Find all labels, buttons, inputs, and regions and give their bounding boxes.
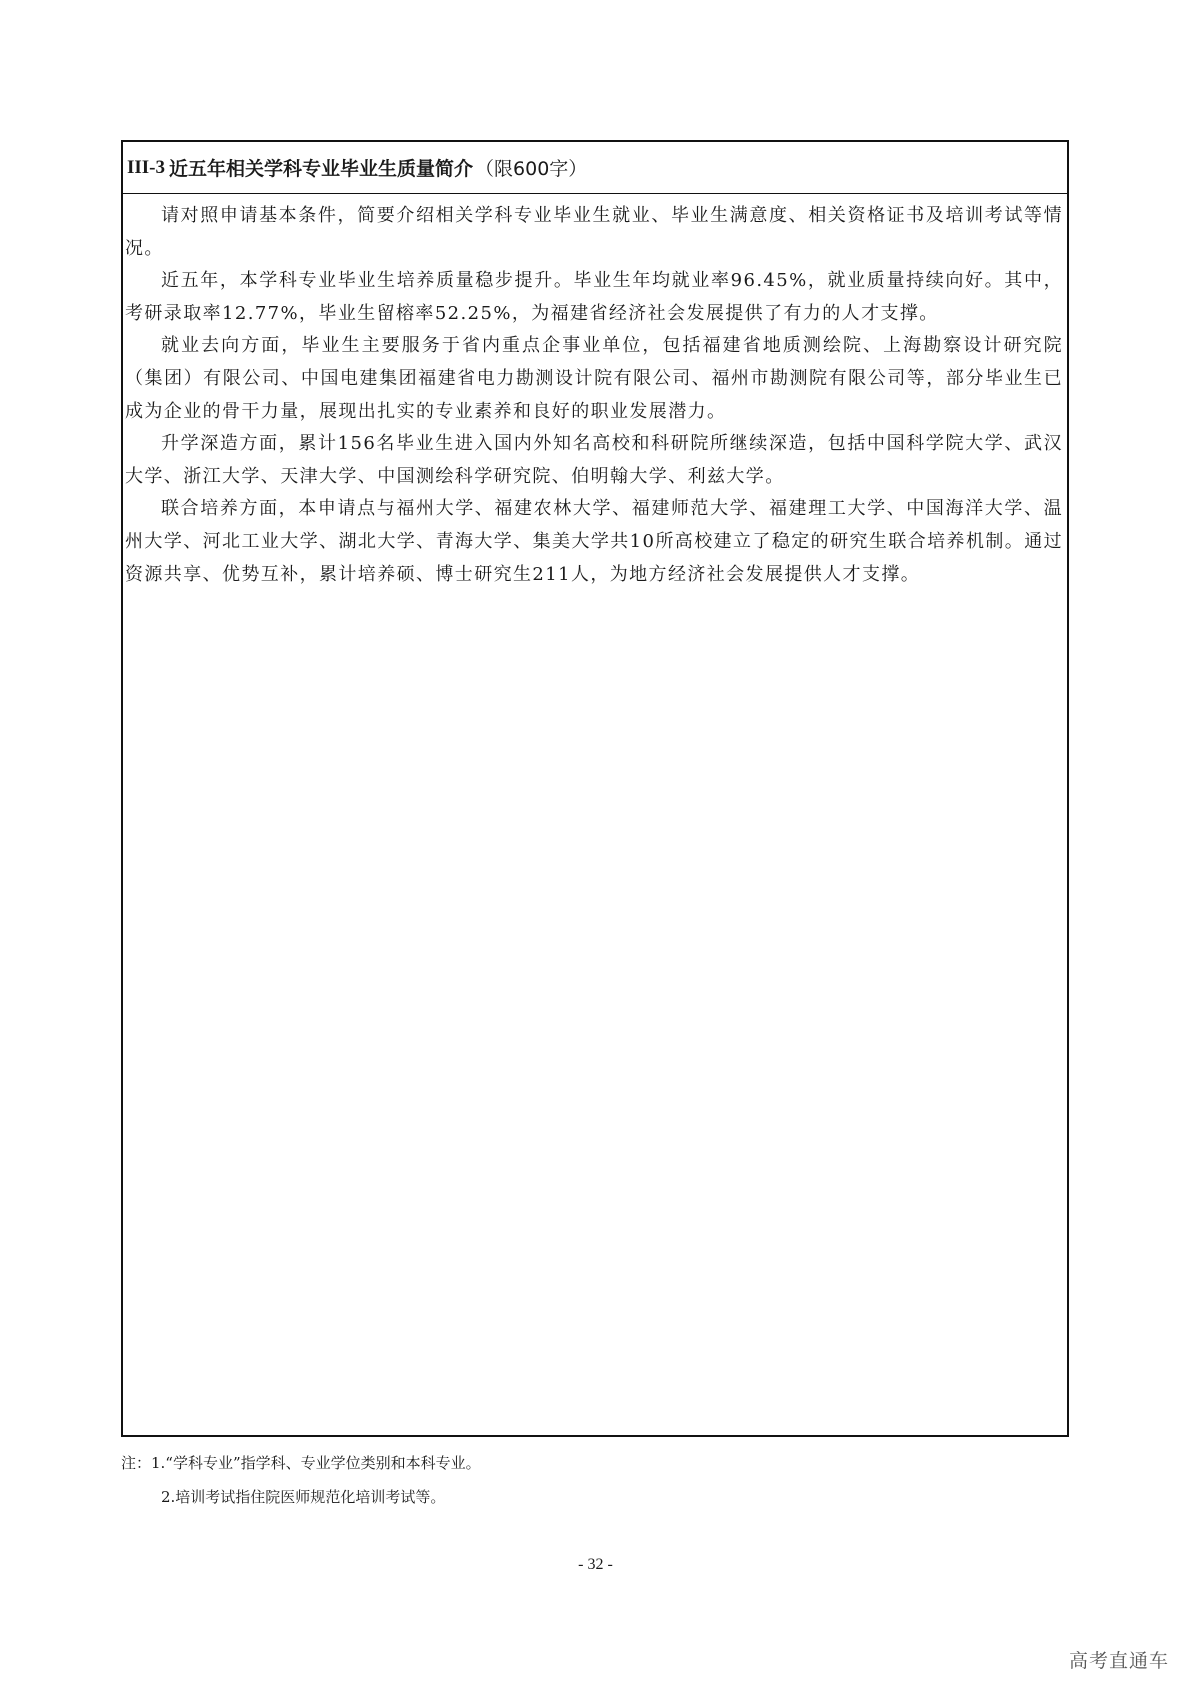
footnotes <box>121 1446 481 1514</box>
paragraph-employment: 就业去向方面，毕业生主要服务于省内重点企事业单位，包括福建省地质测绘院、上海勘察设计研究院（集团）有限公司、中国电建集团福建省电力勘测设计院有限公司、福州市勘测院有限公司等，部分毕业生已成为企业的骨干力量，展现出扎实的专业素养和良好的职业发展潜力。 <box>125 335 1063 422</box>
paragraph-joint-training: 联合培养方面，本申请点与福州大学、福建农林大学、福建师范大学、福建理工大学、中国海洋大学、温州大学、河北工业大学、湖北大学、青海大学、集美大学共10所高校建立了稳定的研究生联合培养机制。通过资源共享、优势互补，累计培养硕、博士研究生211人，为地方经济社会发展提供人才支撑。 <box>125 498 1063 585</box>
section-header <box>123 142 1067 194</box>
watermark: 高考直通车 <box>1068 1650 1169 1672</box>
paragraph-overview: 近五年，本学科专业毕业生培养质量稳步提升。毕业生年均就业率96.45%，就业质量持续向好。其中，考研录取率12.77%，毕业生留榕率52.25%，为福建省经济社会发展提供了有力的人才支撑。 <box>125 270 1063 324</box>
footnote-1: 注：1.“学科专业”指学科、专业学位类别和本科专业。 <box>121 1454 481 1472</box>
form-table <box>121 140 1069 1437</box>
paragraph-further-study: 升学深造方面，累计156名毕业生进入国内外知名高校和科研院所继续深造，包括中国科学院大学、武汉大学、浙江大学、天津大学、中国测绘科学研究院、伯明翰大学、利兹大学。 <box>125 433 1063 487</box>
footnote-2: 2.培训考试指住院医师规范化培训考试等。 <box>161 1488 446 1506</box>
section-code: III-3 <box>127 156 166 178</box>
page-number: - 32 - <box>578 1556 613 1573</box>
section-title: 近五年相关学科专业毕业生质量简介 <box>169 158 474 180</box>
section-body <box>125 200 1063 591</box>
paragraph-instructions: 请对照申请基本条件，简要介绍相关学科专业毕业生就业、毕业生满意度、相关资格证书及培训考试等情况。 <box>125 205 1063 259</box>
section-limit: （限600字） <box>475 158 588 180</box>
